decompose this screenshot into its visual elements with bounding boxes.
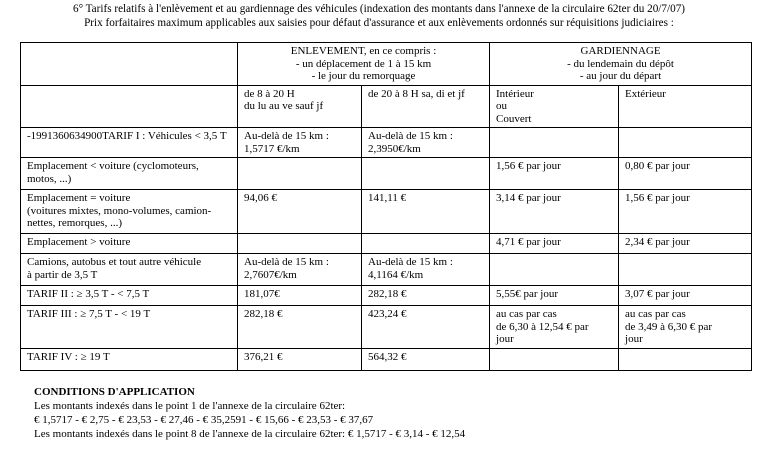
header-empty-cell bbox=[21, 43, 238, 86]
row-value-cell: Au-delà de 15 km : 2,7607€/km bbox=[238, 254, 362, 286]
row-value-cell bbox=[490, 254, 619, 286]
row-value-cell: 376,21 € bbox=[238, 348, 362, 370]
subheader-night: de 20 à 8 H sa, di et jf bbox=[362, 85, 490, 128]
table-row bbox=[21, 158, 752, 190]
header-enlevement: ENLEVEMENT, en ce compris : - un déplacement de 1 à 15 km - le jour du remorquage bbox=[238, 43, 490, 86]
table-row bbox=[21, 234, 752, 254]
row-value-cell bbox=[619, 254, 752, 286]
row-value-cell: au cas par cas de 6,30 à 12,54 € par jour bbox=[490, 306, 619, 349]
row-label-cell: -1991360634900TARIF I : Véhicules < 3,5 T bbox=[21, 128, 238, 158]
row-label-cell: Emplacement > voiture bbox=[21, 234, 238, 254]
row-label-cell: Emplacement < voiture (cyclomoteurs, motos, ...) bbox=[21, 158, 238, 190]
table-row bbox=[21, 348, 752, 370]
conditions-line-3: Les montants indexés dans le point 8 de l'annexe de la circulaire 62ter: € 1,5717 - € 3,14 - € 12,54 bbox=[34, 428, 466, 440]
row-value-cell bbox=[490, 128, 619, 158]
row-value-cell bbox=[362, 158, 490, 190]
row-value-cell: 282,18 € bbox=[362, 286, 490, 306]
row-value-cell: 0,80 € par jour bbox=[619, 158, 752, 190]
table-header-row bbox=[21, 43, 752, 86]
subheader-empty-cell bbox=[21, 85, 238, 128]
row-value-cell: 3,07 € par jour bbox=[619, 286, 752, 306]
row-value-cell: 1,56 € par jour bbox=[490, 158, 619, 190]
table-row bbox=[21, 128, 752, 158]
row-value-cell: Au-delà de 15 km : 4,1164 €/km bbox=[362, 254, 490, 286]
row-value-cell: 1,56 € par jour bbox=[619, 190, 752, 234]
row-value-cell: Au-delà de 15 km : 1,5717 €/km bbox=[238, 128, 362, 158]
tariff-table bbox=[20, 42, 752, 371]
row-label-cell: TARIF III : ≥ 7,5 T - < 19 T bbox=[21, 306, 238, 349]
table-subheader-row bbox=[21, 85, 752, 128]
row-label-cell: TARIF IV : ≥ 19 T bbox=[21, 348, 238, 370]
table-row bbox=[21, 254, 752, 286]
row-value-cell bbox=[490, 348, 619, 370]
row-value-cell: 3,14 € par jour bbox=[490, 190, 619, 234]
row-label-cell: TARIF II : ≥ 3,5 T - < 7,5 T bbox=[21, 286, 238, 306]
row-label-cell: Emplacement = voiture (voitures mixtes, mono-volumes, camion- nettes, remorques, ...) bbox=[21, 190, 238, 234]
table-row bbox=[21, 306, 752, 349]
row-value-cell: au cas par cas de 3,49 à 6,30 € par jour bbox=[619, 306, 752, 349]
row-value-cell bbox=[619, 128, 752, 158]
row-value-cell bbox=[619, 348, 752, 370]
row-value-cell: 94,06 € bbox=[238, 190, 362, 234]
row-value-cell bbox=[238, 234, 362, 254]
row-value-cell: 141,11 € bbox=[362, 190, 490, 234]
row-value-cell bbox=[362, 234, 490, 254]
table-row bbox=[21, 190, 752, 234]
row-value-cell: 423,24 € bbox=[362, 306, 490, 349]
row-value-cell: 564,32 € bbox=[362, 348, 490, 370]
row-value-cell: 4,71 € par jour bbox=[490, 234, 619, 254]
conditions-section bbox=[34, 385, 465, 441]
row-value-cell: 5,55€ par jour bbox=[490, 286, 619, 306]
row-value-cell: 181,07€ bbox=[238, 286, 362, 306]
header-gardiennage: GARDIENNAGE - du lendemain du dépôt - au jour du départ bbox=[490, 43, 752, 86]
intro-text bbox=[0, 2, 758, 30]
row-value-cell: 2,34 € par jour bbox=[619, 234, 752, 254]
conditions-line-2: € 1,5717 - € 2,75 - € 23,53 - € 27,46 - € 35,2591 - € 15,66 - € 23,53 - € 37,67 bbox=[34, 414, 374, 426]
subheader-day: de 8 à 20 H du lu au ve sauf jf bbox=[238, 85, 362, 128]
row-label-cell: Camions, autobus et tout autre véhicule à partir de 3,5 T bbox=[21, 254, 238, 286]
conditions-title: CONDITIONS D'APPLICATION bbox=[34, 386, 195, 398]
intro-line-2: Prix forfaitaires maximum applicables aux saisies pour défaut d'assurance et aux enlèvements ordonnés sur réquisitions judiciaires : bbox=[84, 17, 674, 29]
row-value-cell bbox=[238, 158, 362, 190]
row-value-cell: 282,18 € bbox=[238, 306, 362, 349]
row-value-cell: Au-delà de 15 km : 2,3950€/km bbox=[362, 128, 490, 158]
subheader-interior: Intérieur ou Couvert bbox=[490, 85, 619, 128]
intro-line-1: 6° Tarifs relatifs à l'enlèvement et au gardiennage des véhicules (indexation des montants dans l'annexe de la circulaire 62ter du 20/7/07) bbox=[72, 3, 686, 15]
table-row bbox=[21, 286, 752, 306]
conditions-line-1: Les montants indexés dans le point 1 de l'annexe de la circulaire 62ter: bbox=[34, 400, 346, 412]
subheader-exterior: Extérieur bbox=[619, 85, 752, 128]
